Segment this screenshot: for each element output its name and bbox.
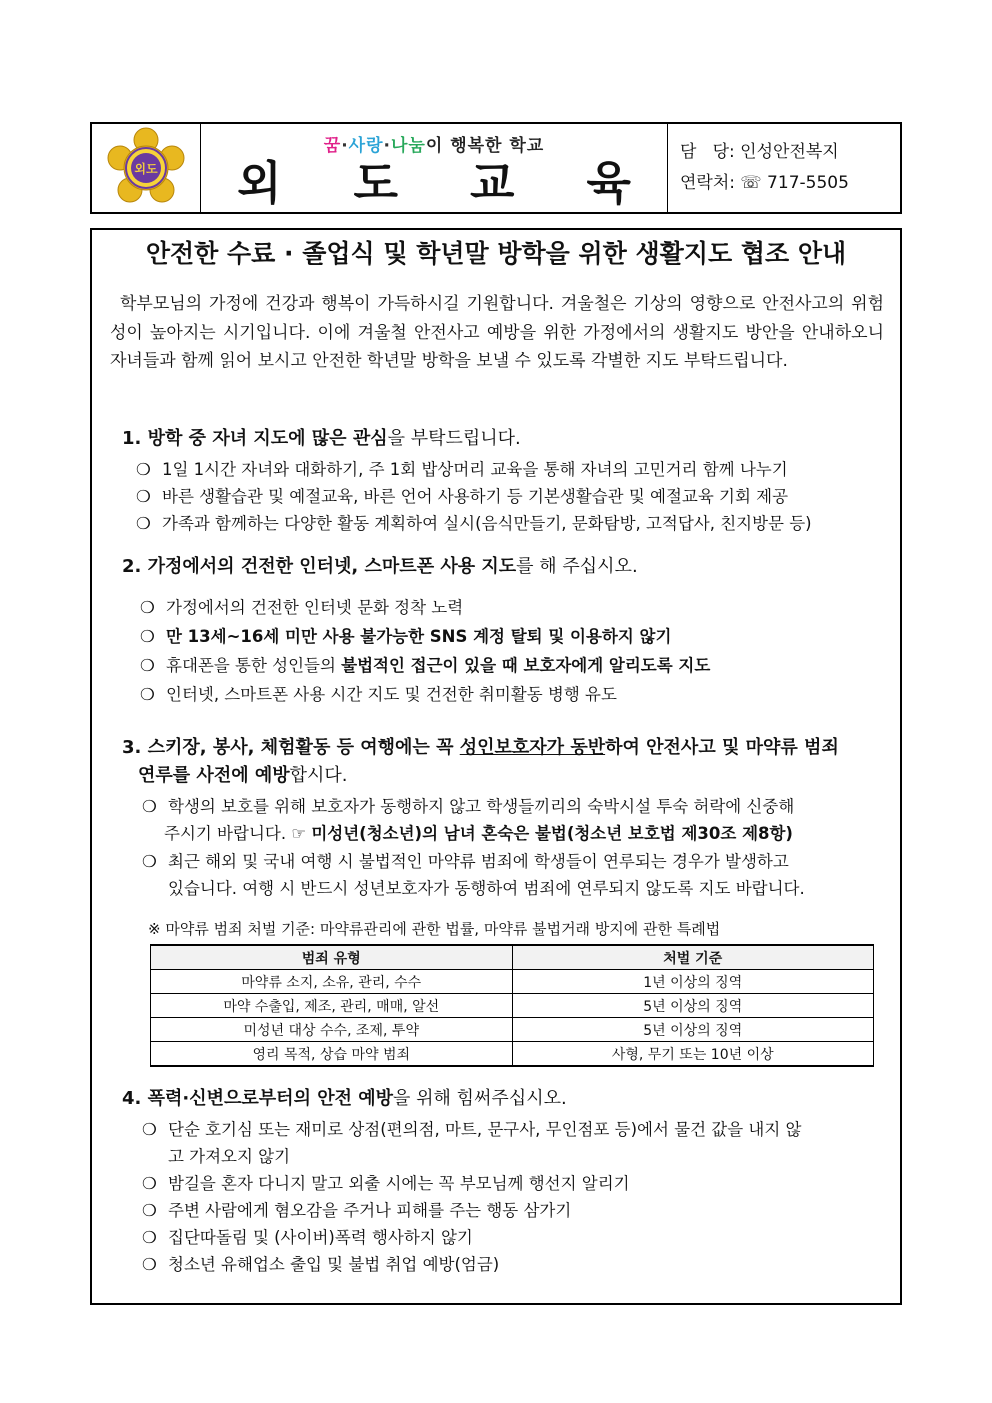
- logo-text: 외도: [134, 162, 158, 176]
- table-header-row: [151, 945, 874, 970]
- table-row: [151, 970, 874, 994]
- list-item-text: 단순 호기심 또는 재미로 상점(편의점, 마트, 문구사, 무인점포 등)에서 물건 값을 내지 않: [168, 1120, 802, 1139]
- list-item: [136, 483, 788, 510]
- list-item: [142, 1197, 571, 1224]
- bullet-icon: ❍: [142, 1201, 157, 1220]
- table-cell: 1년 이상의 징역: [512, 970, 874, 994]
- slogan-word-share: 나눔: [391, 135, 426, 156]
- section-2-heading-bold: 2. 가정에서의 건전한 인터넷, 스마트폰 사용 지도: [122, 556, 517, 577]
- masthead-block: [201, 124, 668, 212]
- section-3-heading-underline: 성인보호자가 동반: [459, 737, 606, 758]
- bullet-icon: ❍: [136, 487, 151, 506]
- list-item-text: 만 13세~16세 미만 사용 불가능한 SNS 계정 탈퇴 및 이용하지 않기: [166, 627, 672, 646]
- table-cell: 미성년 대상 수수, 조제, 투약: [151, 1018, 513, 1042]
- list-item: [142, 1116, 801, 1143]
- table-cell: 5년 이상의 징역: [512, 994, 874, 1018]
- slogan-word-dream: 꿈: [323, 135, 342, 156]
- school-logo-cell: [92, 124, 201, 212]
- section-3-heading-line2: [138, 761, 348, 791]
- list-item-text: 학생의 보호를 위해 보호자가 동행하지 않고 학생들끼리의 숙박시설 투숙 허락에 신중해: [168, 797, 795, 816]
- section-2-heading-rest: 를 해 주십시오.: [516, 556, 638, 577]
- list-item: [142, 848, 789, 875]
- section-1-heading-rest: 을 부탁드립니다.: [387, 428, 521, 449]
- section-3-heading-part-a: 3. 스키장, 봉사, 체험활동 등 여행에는 꼭: [122, 737, 460, 758]
- section-4-heading-bold: 4. 폭력·신변으로부터의 안전 예방: [122, 1088, 394, 1109]
- list-item: [136, 456, 788, 483]
- letter-body: [90, 228, 902, 1305]
- bullet-icon: ❍: [140, 627, 155, 646]
- list-item-text: 주변 사람에게 혐오감을 주거나 피해를 주는 행동 삼가기: [168, 1201, 572, 1220]
- contact-phone: 연락처: ☏ 717-5505: [680, 173, 849, 193]
- list-item-text: 고 가져오지 않기: [168, 1147, 291, 1166]
- bullet-icon: ❍: [142, 1174, 157, 1193]
- list-item-continuation: [164, 820, 793, 848]
- section-2-heading: [122, 552, 638, 582]
- list-item-continuation: [168, 1143, 290, 1171]
- list-item-emphasis: 불법적인 접근이 있을 때 보호자에게 알리도록 지도: [341, 656, 711, 675]
- list-item: [140, 623, 671, 650]
- list-item: [140, 652, 710, 679]
- legal-warning: 미성년(청소년)의 남녀 혼숙은 불법(청소년 보호법 제30조 제8항): [311, 824, 793, 843]
- bullet-icon: ❍: [142, 852, 157, 871]
- section-1-heading: [122, 424, 521, 454]
- list-item: [136, 510, 812, 537]
- table-row: [151, 1018, 874, 1042]
- contact-person: 담 당: 인성안전복지: [680, 142, 839, 162]
- school-slogan: [324, 131, 544, 156]
- slogan-word-love: 사랑: [348, 135, 384, 156]
- letterhead: [90, 122, 902, 214]
- slogan-rest: 이 행복한 학교: [425, 135, 545, 156]
- section-3-heading: [122, 733, 839, 763]
- intro-paragraph: 학부모님의 가정에 건강과 행복이 가득하시길 기원합니다. 겨울철은 기상의 영향으로 안전사고의 위험성이 높아지는 시기입니다. 이에 겨울철 안전사고 예방을 위한 가정에서의 생활지도 방안을 안내하오니 자녀들과 함께 읽어 보시고 안전한 학년말 방학을 보낼 수 있도록 각별한 지도 부탁드립니다.: [110, 294, 884, 371]
- table-cell: 영리 목적, 상습 마약 범죄: [151, 1042, 513, 1067]
- col-header-penalty: 처벌 기준: [512, 945, 874, 970]
- bullet-icon: ❍: [142, 1228, 157, 1247]
- table-cell: 마약류 소지, 소유, 관리, 수수: [151, 970, 513, 994]
- col-header-crime-type: 범죄 유형: [151, 945, 513, 970]
- list-item: [142, 1251, 499, 1278]
- list-item: [140, 594, 463, 621]
- list-item-text: 밤길을 혼자 다니지 말고 외출 시에는 꼭 부모님께 행선지 알리기: [168, 1174, 630, 1193]
- bullet-icon: ❍: [142, 1255, 157, 1274]
- slogan-dot: ·: [383, 135, 391, 156]
- table-row: [151, 994, 874, 1018]
- list-item: [142, 1170, 630, 1197]
- list-item-text: 휴대폰을 통한 성인들의: [166, 656, 342, 675]
- section-3-heading-line2-rest: 합시다.: [289, 765, 348, 786]
- table-cell: 5년 이상의 징역: [512, 1018, 874, 1042]
- section-3-heading-part-b: 하여 안전사고 및 마약류 범죄: [605, 737, 839, 758]
- contact-info: [668, 124, 900, 212]
- list-item-text: 집단따돌림 및 (사이버)폭력 행사하지 않기: [168, 1228, 473, 1247]
- section-1-heading-bold: 1. 방학 중 자녀 지도에 많은 관심: [122, 428, 388, 449]
- penalty-table: [150, 944, 874, 1067]
- list-item-text: 청소년 유해업소 출입 및 불법 취업 예방(엄금): [168, 1255, 500, 1274]
- bullet-icon: ❍: [136, 460, 151, 479]
- list-item: [140, 681, 617, 708]
- section-4-heading-rest: 을 위해 힘써주십시오.: [393, 1088, 567, 1109]
- list-item-text: 가족과 함께하는 다양한 활동 계획하여 실시(음식만들기, 문화탐방, 고적답사, 친지방문 등): [162, 514, 812, 533]
- list-item-text: 있습니다. 여행 시 반드시 성년보호자가 동행하여 범죄에 연루되지 않도록 지도 바랍니다.: [168, 879, 805, 898]
- school-emblem-icon: [104, 126, 188, 210]
- newsletter-title: 외 도 교 육: [237, 155, 659, 210]
- section-3-heading-line2-bold: 연루를 사전에 예방: [138, 765, 290, 786]
- table-row: [151, 1042, 874, 1067]
- table-cell: 사형, 무기 또는 10년 이상: [512, 1042, 874, 1067]
- bullet-icon: ❍: [142, 1120, 157, 1139]
- list-item-text: 1일 1시간 자녀와 대화하기, 주 1회 밥상머리 교육을 통해 자녀의 고민거리 함께 나누기: [162, 460, 788, 479]
- list-item-continuation: [168, 875, 805, 903]
- bullet-icon: ❍: [142, 797, 157, 816]
- list-item-text: 인터넷, 스마트폰 사용 시간 지도 및 건전한 취미활동 병행 유도: [166, 685, 617, 704]
- penalty-note: ※ 마약류 범죄 처벌 기준: 마약류관리에 관한 법률, 마약류 불법거래 방지에 관한 특례법: [148, 920, 721, 938]
- slogan-dot: ·: [341, 135, 349, 156]
- bullet-icon: ❍: [136, 514, 151, 533]
- list-item-text: 주시기 바랍니다. ☞: [164, 824, 312, 843]
- list-item-text: 가정에서의 건전한 인터넷 문화 정착 노력: [166, 598, 464, 617]
- list-item: [142, 793, 794, 820]
- bullet-icon: ❍: [140, 598, 155, 617]
- bullet-icon: ❍: [140, 656, 155, 675]
- list-item-text: 바른 생활습관 및 예절교육, 바른 언어 사용하기 등 기본생활습관 및 예절교육 기회 제공: [162, 487, 789, 506]
- page-title: 안전한 수료 · 졸업식 및 학년말 방학을 위한 생활지도 협조 안내: [145, 239, 847, 268]
- list-item: [142, 1224, 473, 1251]
- bullet-icon: ❍: [140, 685, 155, 704]
- section-4-heading: [122, 1084, 567, 1114]
- list-item-text: 최근 해외 및 국내 여행 시 불법적인 마약류 범죄에 학생들이 연루되는 경우가 발생하고: [168, 852, 789, 871]
- table-cell: 마약 수출입, 제조, 관리, 매매, 알선: [151, 994, 513, 1018]
